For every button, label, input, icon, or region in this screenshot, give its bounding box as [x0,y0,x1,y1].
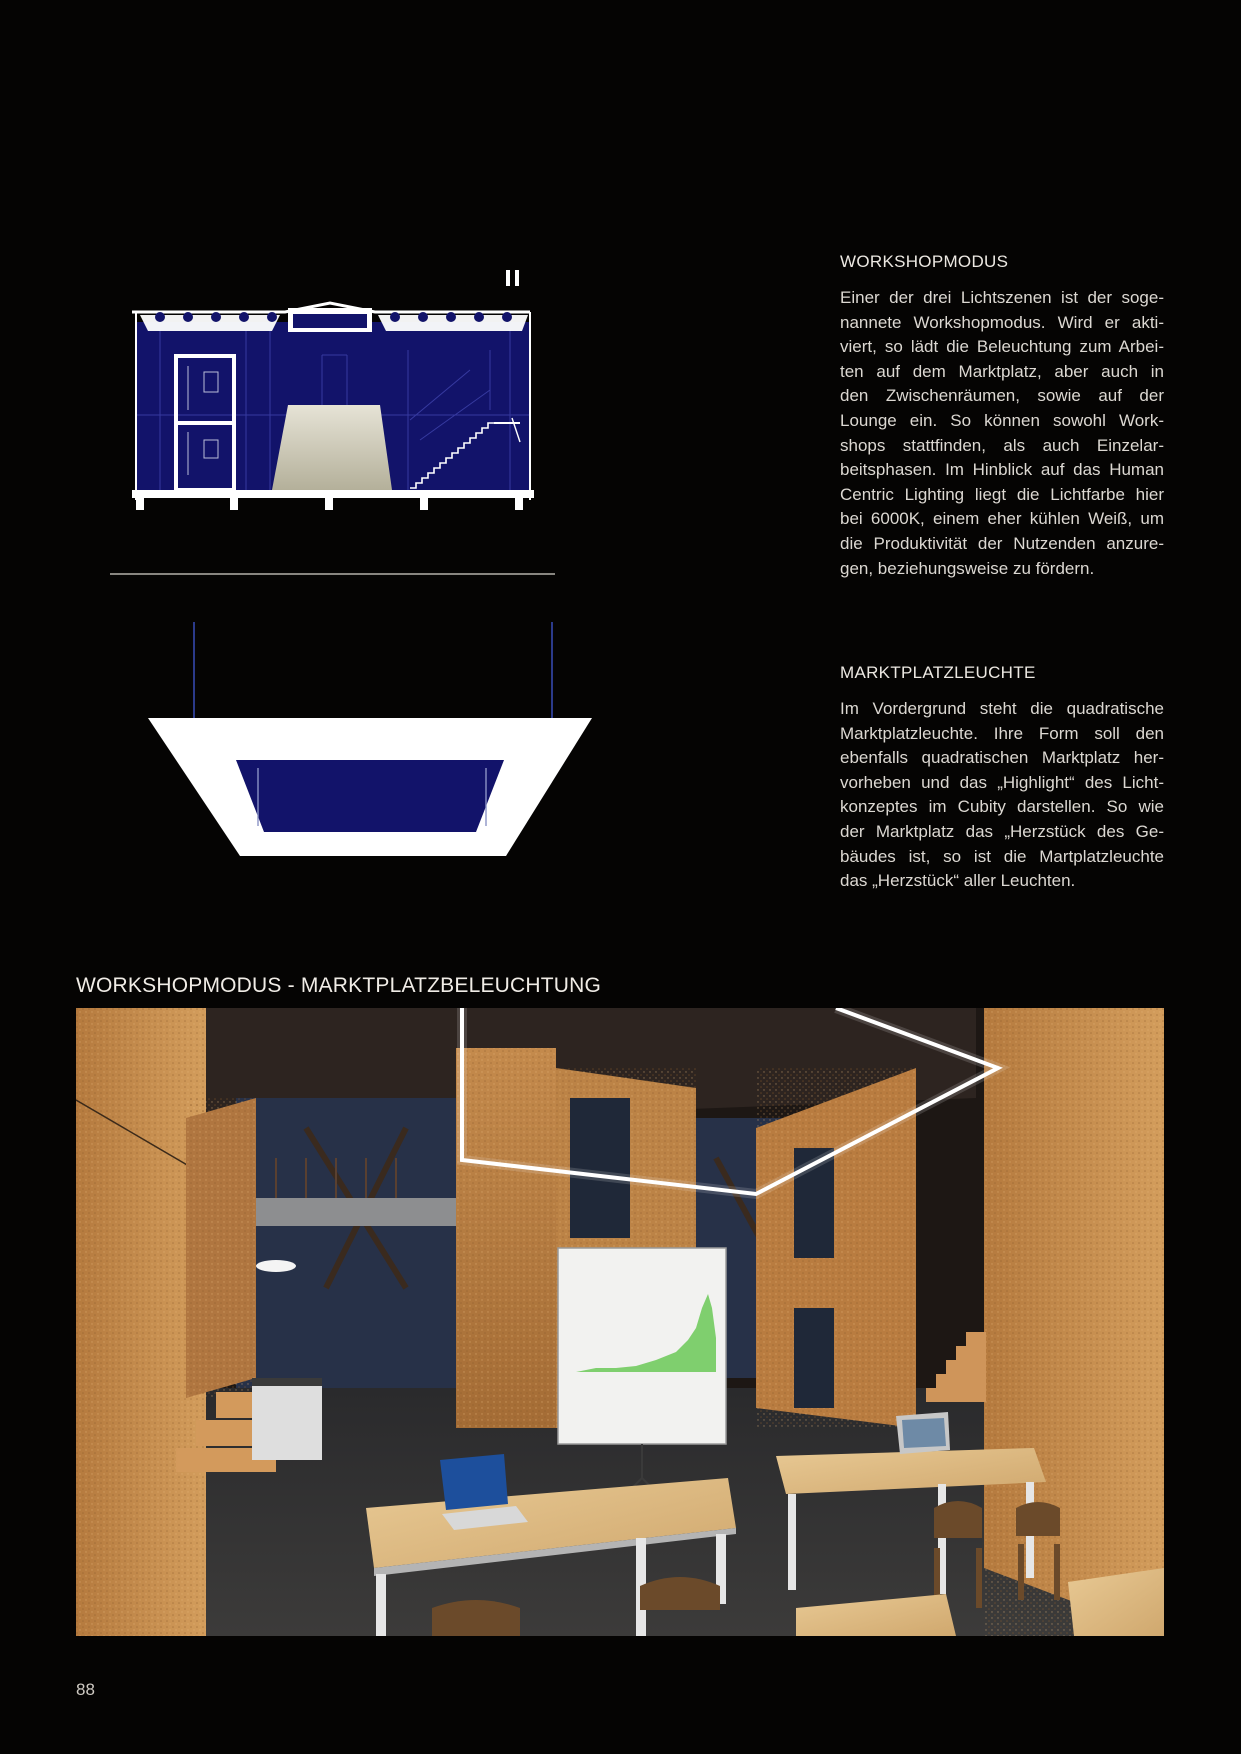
paragraph-line: die Produktivität der Nutzenden anzure- [840,533,1164,553]
marktplatz-lamp-drawing [140,620,600,860]
rooftop-unit-icon [496,270,542,286]
heading-marktplatzleuchte: MARKTPLATZLEUCHTE [840,663,1036,682]
paragraph-line: nannete Workshopmodus. Wird er akti- [840,312,1164,332]
paragraph-line: vorheben und das „Highlight“ des Licht- [840,772,1164,792]
paragraph-line: beitsphasen. Im Hinblick auf das Human [840,460,1164,480]
paragraph-line: ebenfalls quadratischen Marktplatz her- [840,748,1164,768]
paragraph-line: shops stattfinden, als auch Einzelar- [840,435,1164,455]
paragraph-line: Einer der drei Lichtszenen ist der soge- [840,288,1164,307]
paragraph-line: Lounge ein. So können sowohl Work- [840,410,1164,430]
paragraph-workshopmodus [840,286,1164,581]
text-block-marktplatzleuchte [840,663,1164,894]
paragraph-line: bäudes ist, so ist die Martplatzleuchte [840,846,1164,866]
paragraph-line: den Zwischenräumen, sowie auf der [840,386,1164,406]
text-block-workshopmodus [840,252,1164,581]
render-section-title: WORKSHOPMODUS - MARKTPLATZBELEUCHTUNG [76,974,602,997]
building-section-drawing [110,270,570,580]
interior-render-image [76,1008,1164,1636]
paragraph-line: Centric Lighting liegt die Lichtfarbe hier [840,484,1164,504]
paragraph-line: das „Herzstück“ aller Leuchten. [840,871,1076,891]
paragraph-line: bei 6000K, einem eher kühlen Weiß, um [840,509,1164,529]
page-number: 88 [76,1680,95,1699]
paragraph-line: Marktplatzleuchte. Ihre Form soll den [840,723,1164,743]
paragraph-line: konzeptes im Cubity darstellen. So wie [840,797,1164,817]
paragraph-line: ten auf dem Marktplatz, aber auch in [840,361,1164,381]
paragraph-line: der Marktplatz das „Herzstück des Ge- [840,821,1164,841]
paragraph-line: Im Vordergrund steht die quadratische [840,699,1164,718]
paragraph-line: gen, beziehungsweise zu fördern. [840,558,1095,578]
paragraph-marktplatzleuchte [840,697,1164,894]
paragraph-line: viert, so lädt die Beleuchtung zum Arbei- [840,337,1164,357]
heading-workshopmodus: WORKSHOPMODUS [840,252,1009,271]
